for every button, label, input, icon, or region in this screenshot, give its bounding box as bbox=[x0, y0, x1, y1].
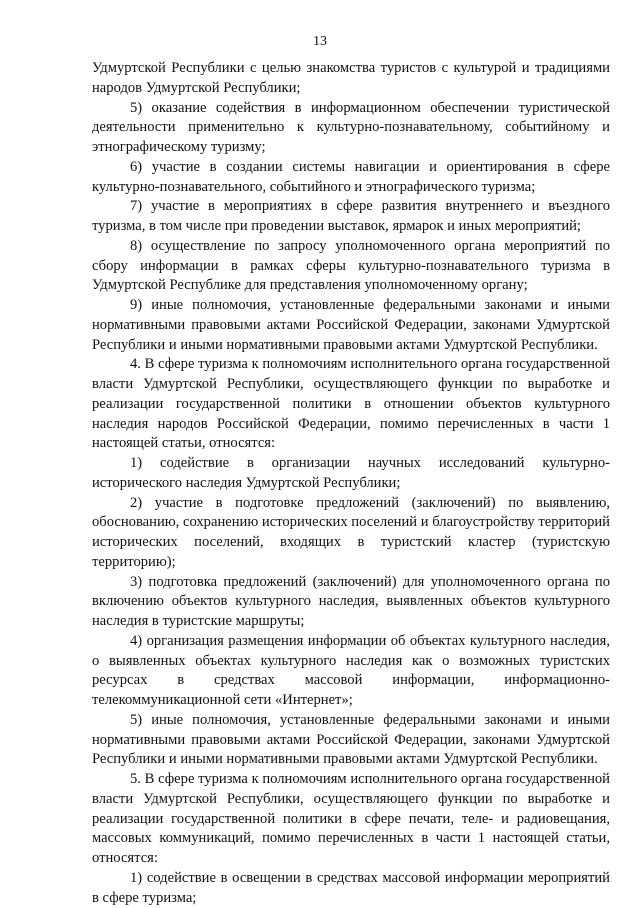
paragraph-section-4-item-1: 1) содействие в организации научных исследований культурно-исторического наследия Удмуртской Республики; bbox=[92, 455, 610, 491]
paragraph-section-4: 4. В сфере туризма к полномочиям исполнительного органа государственной власти Удмуртской Республики, осуществляющего функции по выработке и реализации государственной политики в отношении объектов культурного наследия народов Российской Федерации, помимо перечисленных в части 1 настоящей статьи, относятся: bbox=[92, 356, 610, 452]
paragraph-item-7: 7) участие в мероприятиях в сфере развития внутреннего и въездного туризма, в том числе при проведении выставок, ярмарок и иных мероприятий; bbox=[92, 198, 610, 234]
paragraph-section-4-item-2: 2) участие в подготовке предложений (заключений) по выявлению, обоснованию, сохранению исторических поселений и благоустройству территорий исторических поселений, входящих в туристский кластер (туристскую территорию); bbox=[92, 494, 610, 570]
paragraph-continuation: Удмуртской Республики с целью знакомства туристов с культурой и традициями народов Удмуртской Республики; bbox=[92, 60, 610, 96]
paragraph-item-9: 9) иные полномочия, установленные федеральными законами и иными нормативными правовыми актами Российской Федерации, законами Удмуртской Республики и иными нормативными правовыми актами Удмуртской Республики. bbox=[92, 297, 610, 353]
paragraph-section-5: 5. В сфере туризма к полномочиям исполнительного органа государственной власти Удмуртской Республики, осуществляющего функции по выработке и реализации государственной политики в сфере печати, теле- и радиовещания, массовых коммуникаций, помимо перечисленных в части 1 настоящей статьи, относятся: bbox=[92, 771, 610, 866]
document-body bbox=[92, 59, 610, 908]
paragraph-section-4-item-5: 5) иные полномочия, установленные федеральными законами и иными нормативными правовыми актами Российской Федерации, законами Удмуртской Республики и иными нормативными правовыми актами Удмуртской Республики. bbox=[92, 711, 610, 768]
paragraph-section-4-item-4: 4) организация размещения информации об объектах культурного наследия, о выявленных объектах культурного наследия как о возможных туристских ресурсах в средствах массовой информации, информационно-телекоммуникационной сети «Интернет»; bbox=[92, 632, 610, 708]
page-number: 13 bbox=[313, 34, 327, 49]
paragraph-item-8: 8) осуществление по запросу уполномоченного органа мероприятий по сбору информации в рамках сферы культурно-познавательного туризма в Удмуртской Республике для представления уполномоченному органу; bbox=[92, 237, 610, 294]
paragraph-section-5-item-1: 1) содействие в освещении в средствах массовой информации мероприятий в сфере туризма; bbox=[92, 869, 610, 906]
paragraph-item-6: 6) участие в создании системы навигации и ориентирования в сфере культурно-познавательного, событийного и этнографического туризма; bbox=[92, 158, 610, 195]
paragraph-section-4-item-3: 3) подготовка предложений (заключений) для уполномоченного органа по включению объектов культурного наследия, выявленных объектов культурного наследия в туристские маршруты; bbox=[92, 573, 610, 629]
paragraph-item-5: 5) оказание содействия в информационном обеспечении туристической деятельности применительно к культурно-познавательному, событийному и этнографическому туризму; bbox=[92, 99, 610, 155]
